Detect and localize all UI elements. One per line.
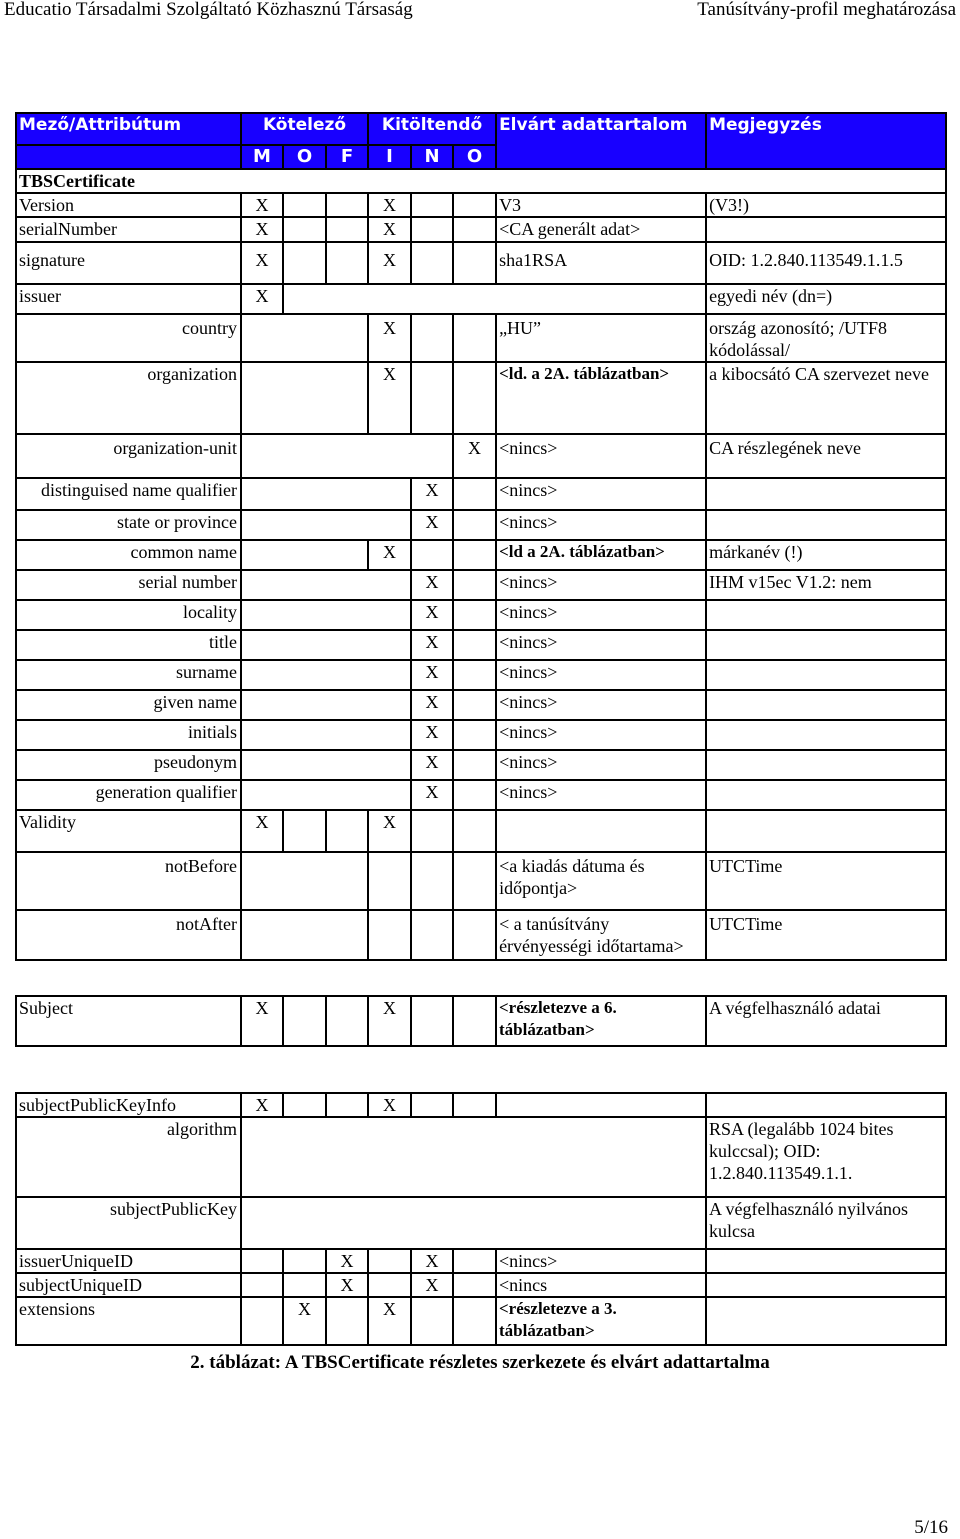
table-row: notBefore <a kiadás dátuma és időpontja> UTCTime (16, 852, 946, 910)
sub-i: I (368, 145, 411, 169)
tbs-table (15, 112, 947, 961)
table-row: organization X <ld. a 2A. táblázatban> a kibocsátó CA szervezet neve (16, 362, 946, 434)
header-doc-title: Tanúsítvány-profil meghatározása (697, 0, 956, 20)
tbs-title: TBSCertificate (16, 169, 946, 193)
table-header-row (16, 113, 946, 145)
table-row: signature X X sha1RSA OID: 1.2.840.113549.1.1.5 (16, 242, 946, 284)
sub-f: F (326, 145, 368, 169)
table-row: Validity X X (16, 810, 946, 852)
col-mandatory: Kötelező (241, 113, 368, 145)
sub-o1: O (283, 145, 326, 169)
pubkey-table (15, 1092, 947, 1346)
col-field: Mező/Attribútum (16, 113, 241, 145)
page-header (0, 0, 960, 22)
table-row: subjectPublicKeyInfo X X (16, 1093, 946, 1117)
sub-n: N (411, 145, 453, 169)
table-row: country X „HU” ország azonosító; /UTF8 kódolással/ (16, 314, 946, 362)
table-row: serial number X <nincs> IHM v15ec V1.2: nem (16, 570, 946, 600)
col-fill: Kitöltendő (368, 113, 496, 145)
table-row: organization-unit X <nincs> CA részlegének neve (16, 434, 946, 478)
table-row: subjectUniqueID X X <nincs (16, 1273, 946, 1297)
table-row: state or province X <nincs> (16, 510, 946, 540)
table-row: serialNumber X X <CA generált adat> (16, 217, 946, 242)
table-row: algorithm RSA (legalább 1024 bites kulccsal); OID: 1.2.840.113549.1.1. (16, 1117, 946, 1197)
table-row: locality X <nincs> (16, 600, 946, 630)
page-number: 5/16 (914, 1517, 948, 1538)
table-row: given name X <nincs> (16, 690, 946, 720)
table-row: pseudonym X <nincs> (16, 750, 946, 780)
table-row: issuerUniqueID X X <nincs> (16, 1249, 946, 1273)
table-row: generation qualifier X <nincs> (16, 780, 946, 810)
table-row: surname X <nincs> (16, 660, 946, 690)
table-row: initials X <nincs> (16, 720, 946, 750)
table-row: title X <nincs> (16, 630, 946, 660)
table-row: Subject X X <részletezve a 6. táblázatban> A végfelhasználó adatai (16, 996, 946, 1046)
table-row: Version X X V3 (V3!) (16, 193, 946, 217)
table-row: subjectPublicKey A végfelhasználó nyilvános kulcsa (16, 1197, 946, 1249)
sub-o2: O (453, 145, 496, 169)
table-caption: 2. táblázat: A TBSCertificate részletes szerkezete és elvárt adattartalma (190, 1352, 770, 1373)
subject-table (15, 995, 947, 1047)
sub-m: M (241, 145, 283, 169)
table-row (16, 169, 946, 193)
table-row: common name X <ld a 2A. táblázatban> márkanév (!) (16, 540, 946, 570)
table-row: extensions X X <részletezve a 3. táblázatban> (16, 1297, 946, 1345)
table-row: notAfter < a tanúsítvány érvényességi időtartama> UTCTime (16, 910, 946, 960)
header-org: Educatio Társadalmi Szolgáltató Közhasznú Társaság (4, 0, 413, 20)
table-row: issuer X egyedi név (dn=) (16, 284, 946, 314)
table-row: distinguised name qualifier X <nincs> (16, 478, 946, 510)
col-expected: Elvárt adattartalom (496, 113, 706, 169)
col-note: Megjegyzés (706, 113, 946, 169)
